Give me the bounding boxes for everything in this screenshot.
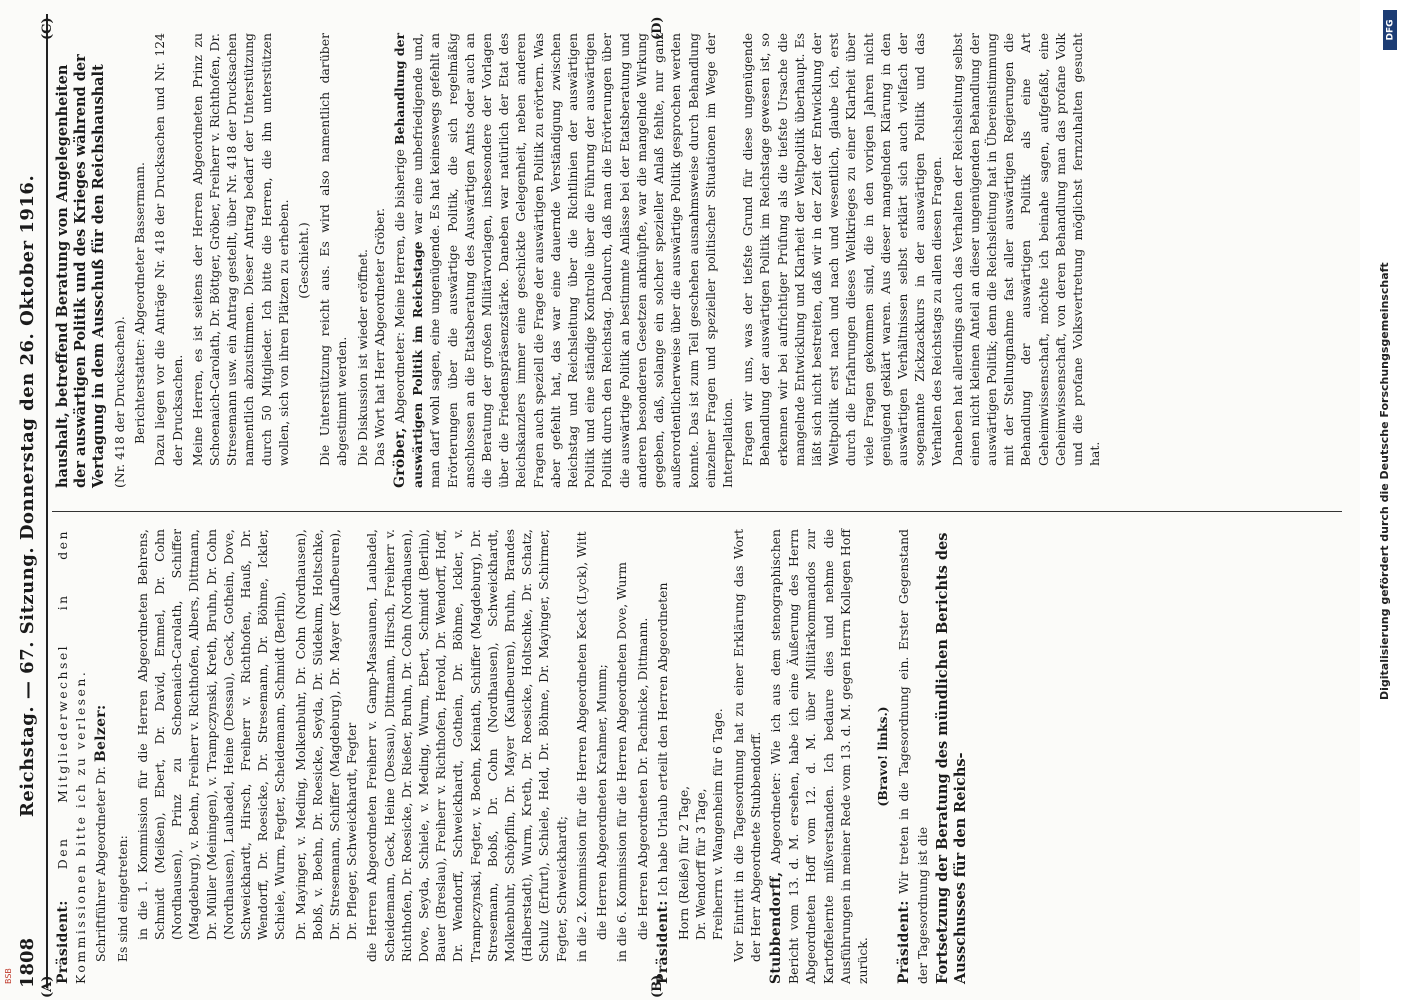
margin-mark-c: (C) xyxy=(40,17,55,40)
paragraph xyxy=(54,529,89,984)
digitization-note-rail xyxy=(1378,0,1396,1000)
speaker-name: Belzer: xyxy=(93,704,110,763)
paragraph-text: Die Unterstützung reicht aus. Es wird also namentlich darüber abgestimmt werden. xyxy=(317,33,350,466)
agenda-heading: Fortsetzung der Beratung des mündlichen Berichts des Ausschusses für den Reichs- xyxy=(933,532,969,984)
bsb-watermark-label: BSB xyxy=(4,968,13,984)
paragraph-text: in die 6. Kommission für die Herren Abgeordneten Dove, Wurm xyxy=(614,561,630,962)
paragraph-text: (Nr. 418 der Drucksachen). xyxy=(112,316,127,488)
inline-heading: Behandlung der auswärtigen Politik im Reichstage xyxy=(392,33,426,488)
speaker-name: Präsident: xyxy=(654,900,671,984)
paragraph-text: war eine unbefriedigende und, man darf wohl sagen, eine ungenügende. Es hat keineswegs gefehlt an Erörterungen über die auswärtige Politik, die sich regelmäßig anschlossen an die Etatsberatung des Auswärtigen Amts oder auch an die Beratung der großen Militärvorlagen, insbesondere der Vorlagen über die Friedenspräsenzstärke. Daneben war natürlich der Etat des Reichskanzlers immer eine geschickte Gelegenheit, neben anderen Fragen auch speziell die Frage der auswärtigen Politik zu erörtern. Was aber gefehlt hat, das war eine dauernde Verständigung zwischen Reichstag und Reichsleitung über die Richtlinien der auswärtigen Politik und eine ständige Kontrolle über die Führung der auswärtigen Politik durch den Reichstag. Dadurch, daß man die Erörterungen über die auswärtige Politik an bestimmte Anlässe bei der Etatsberatung und anderen besonderen Gesetzen anknüpfte, war die mangelnde Wirkung gegeben, daß, solange ein solcher spezieller Anlaß fehlte, nur ganz außerordentlicherweise über die auswärtige Politik gesprochen werden konnte. Das ist zum Teil geschehen ausnahmsweise durch Behandlung einzelner Fragen und spezieller politischer Situationen im Wege der Interpellation. xyxy=(410,33,735,488)
margin-mark-a: (A) xyxy=(40,975,55,998)
speaker-name: Präsident: xyxy=(896,900,913,984)
margin-mark-d: (D) xyxy=(650,16,665,40)
page-number: 1808 xyxy=(16,937,38,988)
paragraph-text: Ich habe Urlaub erteilt den Herren Abgeordneten xyxy=(654,582,670,897)
paragraph-text: Schriftführer Abgeordneter Dr. xyxy=(93,766,109,962)
agenda-heading: haushalt, betreffend Beratung von Angelegenheiten der auswärtigen Politik und des Krieges während der Vertagung in dem Ausschuß für den Reichshaushalt xyxy=(54,54,107,488)
paragraph-text: die Herren Abgeordneten Freiherr v. Gamp-Massaunen, Laubadel, Scheidemann, Geck, Heine (Dessau), Dittmann, Hirsch, Freiherr v. Richthofen, Dr. Roesicke, Dr. Rießer, Bruhn, Dr. Cohn (Nordhausen), Dove, Seyda, Schiele, v. Meding, Wurm, Ebert, Schmidt (Berlin), Bauer (Breslau), Freiherr v. Richthofen, Herold, Dr. Wendorff, Hoff, Dr. Wendorff, Schweickhardt, Gothein, Dr. Böhme, Ickler, v. Trampczynski, Fegter, v. Boehn, Keinath, Schiffer (Magdeburg), Dr. Stresemann, Bobß, Dr. Cohn (Nordhausen), Schweickhardt, Molkenbuhr, Schöpflin, Dr. Mayer (Kaufbeuren), Bruhn, Brandes (Halberstadt), Wurm, Kreth, Dr. Roesicke, Holtschke, Dr. Schatz, Schulz (Erfurt), Schiele, Held, Dr. Böhme, Dr. Mayinger, Schirmer, Fegter, Schweickhardt; xyxy=(364,529,569,962)
list-item: Horn (Reiße) für 2 Tage, xyxy=(675,785,691,940)
paragraph-text: Den Mitgliederwechsel in den Kommissionen bitte ich zu verlesen. xyxy=(55,529,89,984)
paragraph xyxy=(767,529,871,984)
paragraph-text: Wir treten in die Tagesordnung ein. Erster Gegenstand der Tagesordnung ist die xyxy=(896,529,930,984)
paragraph xyxy=(391,33,736,488)
list-item: Dr. Wendorff für 3 Tage, xyxy=(693,788,709,940)
margin-mark-b: (B) xyxy=(650,974,665,998)
column-divider xyxy=(52,511,1342,512)
paragraph-text: Fragen wir uns, was der tiefste Grund für diese ungenügende Behandlung der auswärtigen Politik im Reichstage gewesen ist, so erkennen wir bei aufrichtiger Prüfung als die tiefste Ursache die mangelnde Entwicklung und Klarheit der Weltpolitik überhaupt. Es läßt sich nicht bestreiten, daß wir in der Zeit der Entwicklung der Weltpolitik erst nach und nach und wesentlich, glaube ich, erst durch die Erfahrungen dieses Weltkrieges zu einer Klarheit über viele Fragen gekommen sind, die in den vorigen Jahren nicht genügend geklärt waren. Aus dieser mangelnden Klärung in den auswärtigen Verhältnissen selbst erklärt sich auch vielfach der sogenannte Zickzackkurs in der auswärtigen Politik und das Verhalten des Reichstags zu allen diesen Fragen. xyxy=(740,33,945,466)
paragraph-text: die Herren Abgeordneten Krahmer, Mumm; xyxy=(594,664,610,940)
paragraph-text: Vor Eintritt in die Tagesordnung hat zu einer Erklärung das Wort der Herr Abgeordnete Stubbendorff. xyxy=(730,529,763,962)
paragraph xyxy=(92,529,110,984)
paragraph-text: Dazu liegen vor die Anträge Nr. 418 der Drucksachen und Nr. 124 der Drucksachen. xyxy=(152,33,185,466)
paragraph-text: Das Wort hat Herr Abgeordneter Gröber. xyxy=(371,207,387,466)
paragraph xyxy=(895,529,930,984)
paragraph-text: in die 2. Kommission für die Herren Abgeordneten Keck (Lyck), Witt xyxy=(573,531,589,962)
list-item: Freiherrn v. Wangenheim für 6 Tage. xyxy=(710,708,726,940)
paragraph-text: in die 1. Kommission für die Herren Abgeordneten Behrens, Schmidt (Meißen), Ebert, Dr. David, Emmel, Dr. Cohn (Nordhausen), Prinz zu Schoenaich-Carolath, Schiffer (Magdeburg), v. Boehn, Freiherr v. Richthofen, Albers, Dittmann, Dr. Müller (Meiningen), v. Trampczynski, Kreth, Bruhn, Dr. Cohn (Nordhausen), Laubadel, Heine (Dessau), Geck, Gothein, Dove, Schweickhardt, Hirsch, Freiherr v. Richthofen, Hauß, Dr. Wendorff, Dr. Roesicke, Dr. Stresemann, Dr. Böhme, Ickler, Schiele, Wurm, Fegter, Scheidemann, Schmidt (Berlin), xyxy=(134,529,288,940)
bsb-watermark xyxy=(4,968,16,998)
speaker-name: Stubbendorff, xyxy=(767,871,784,984)
paragraph-text: Abgeordneter: Meine Herren, die bisherige xyxy=(392,149,408,424)
applause-note: (Bravo! links.) xyxy=(875,706,891,807)
page-header xyxy=(8,14,48,988)
paragraph-text: Die Diskussion ist wieder eröffnet. xyxy=(354,249,370,466)
paragraph-text: Dr. Mayinger, v. Meding, Molkenbuhr, Dr. Cohn (Nordhausen), Bobß, v. Boehn, Dr. Roesicke, Seyda, Dr. Südekum, Holtschke, Dr. Stresemann, Schiffer (Magdeburg), Dr. Mayer (Kaufbeuren), Dr. Pfleger, Schweickhardt, Fegter xyxy=(292,529,360,940)
page-title: Reichstag. — 67. Sitzung. Donnerstag den 26. Oktober 1916. xyxy=(16,174,38,818)
paragraph-text: Meine Herren, es ist seitens der Herren Abgeordneten Prinz zu Schoenaich-Carolath, Dr. Böttger, Gröber, Freiherr v. Richthofen, Dr. Stresemann usw. ein Antrag gestellt, über Nr. 418 der Drucksachen namentlich abzustimmen. Dieser Antrag bedarf der Unterstützung durch 50 Mitglieder. Ich bitte die Herren, die ihn unterstützen wollen, sich von ihren Plätzen zu erheben. xyxy=(189,33,291,466)
paragraph-text: Es sind eingetreten: xyxy=(114,835,130,962)
paragraph-text: Berichterstatter: Abgeordneter Bassermann. xyxy=(132,162,148,444)
paragraph-text: die Herren Abgeordneten Dr. Pachnicke, Dittmann. xyxy=(634,617,650,940)
dfg-logo-label: DFG xyxy=(1385,19,1396,41)
paragraph-text: Abgeordneter: Wie ich aus dem stenographischen Bericht vom 13. d. M. ersehen, habe ich eine Äußerung des Herrn Abgeordneten Hoff vom 12. d. M. über Militärkommandos zur Kartoffelernte mißverstanden. Ich bedaure dies und nehme die Ausführungen in meiner Rede vom 13. d. M. gegen Herrn Kollegen Hoff zurück. xyxy=(767,529,870,984)
speaker-name: Präsident: xyxy=(55,900,71,984)
digitization-note: Digitalisierung gefördert durch die Deutsche Forschungsgemeinschaft xyxy=(1378,262,1391,700)
paragraph-text: Daneben hat allerdings auch das Verhalten der Reichsleitung selbst einen nicht kleinen Anteil an dieser ungenügenden Behandlung der auswärtigen Politik; denn die Reichsleitung hat in Übereinstimmung mit der Stellungnahme fast aller auswärtigen Regierungen die Behandlung der auswärtigen Politik als eine Art Geheimwissenschaft, möchte ich beinahe sagen, aufgefaßt, eine Geheimwissenschaft, von deren Behandlung man das profane Volk und die profane Volksvertretung möglichst fernzuhalten gesucht hat. xyxy=(949,33,1103,466)
speaker-name: Gröber, xyxy=(392,427,409,488)
right-column xyxy=(54,33,1334,488)
procedure-note: (Geschieht.) xyxy=(296,222,312,299)
paragraph xyxy=(654,529,672,984)
left-column xyxy=(54,529,1334,984)
